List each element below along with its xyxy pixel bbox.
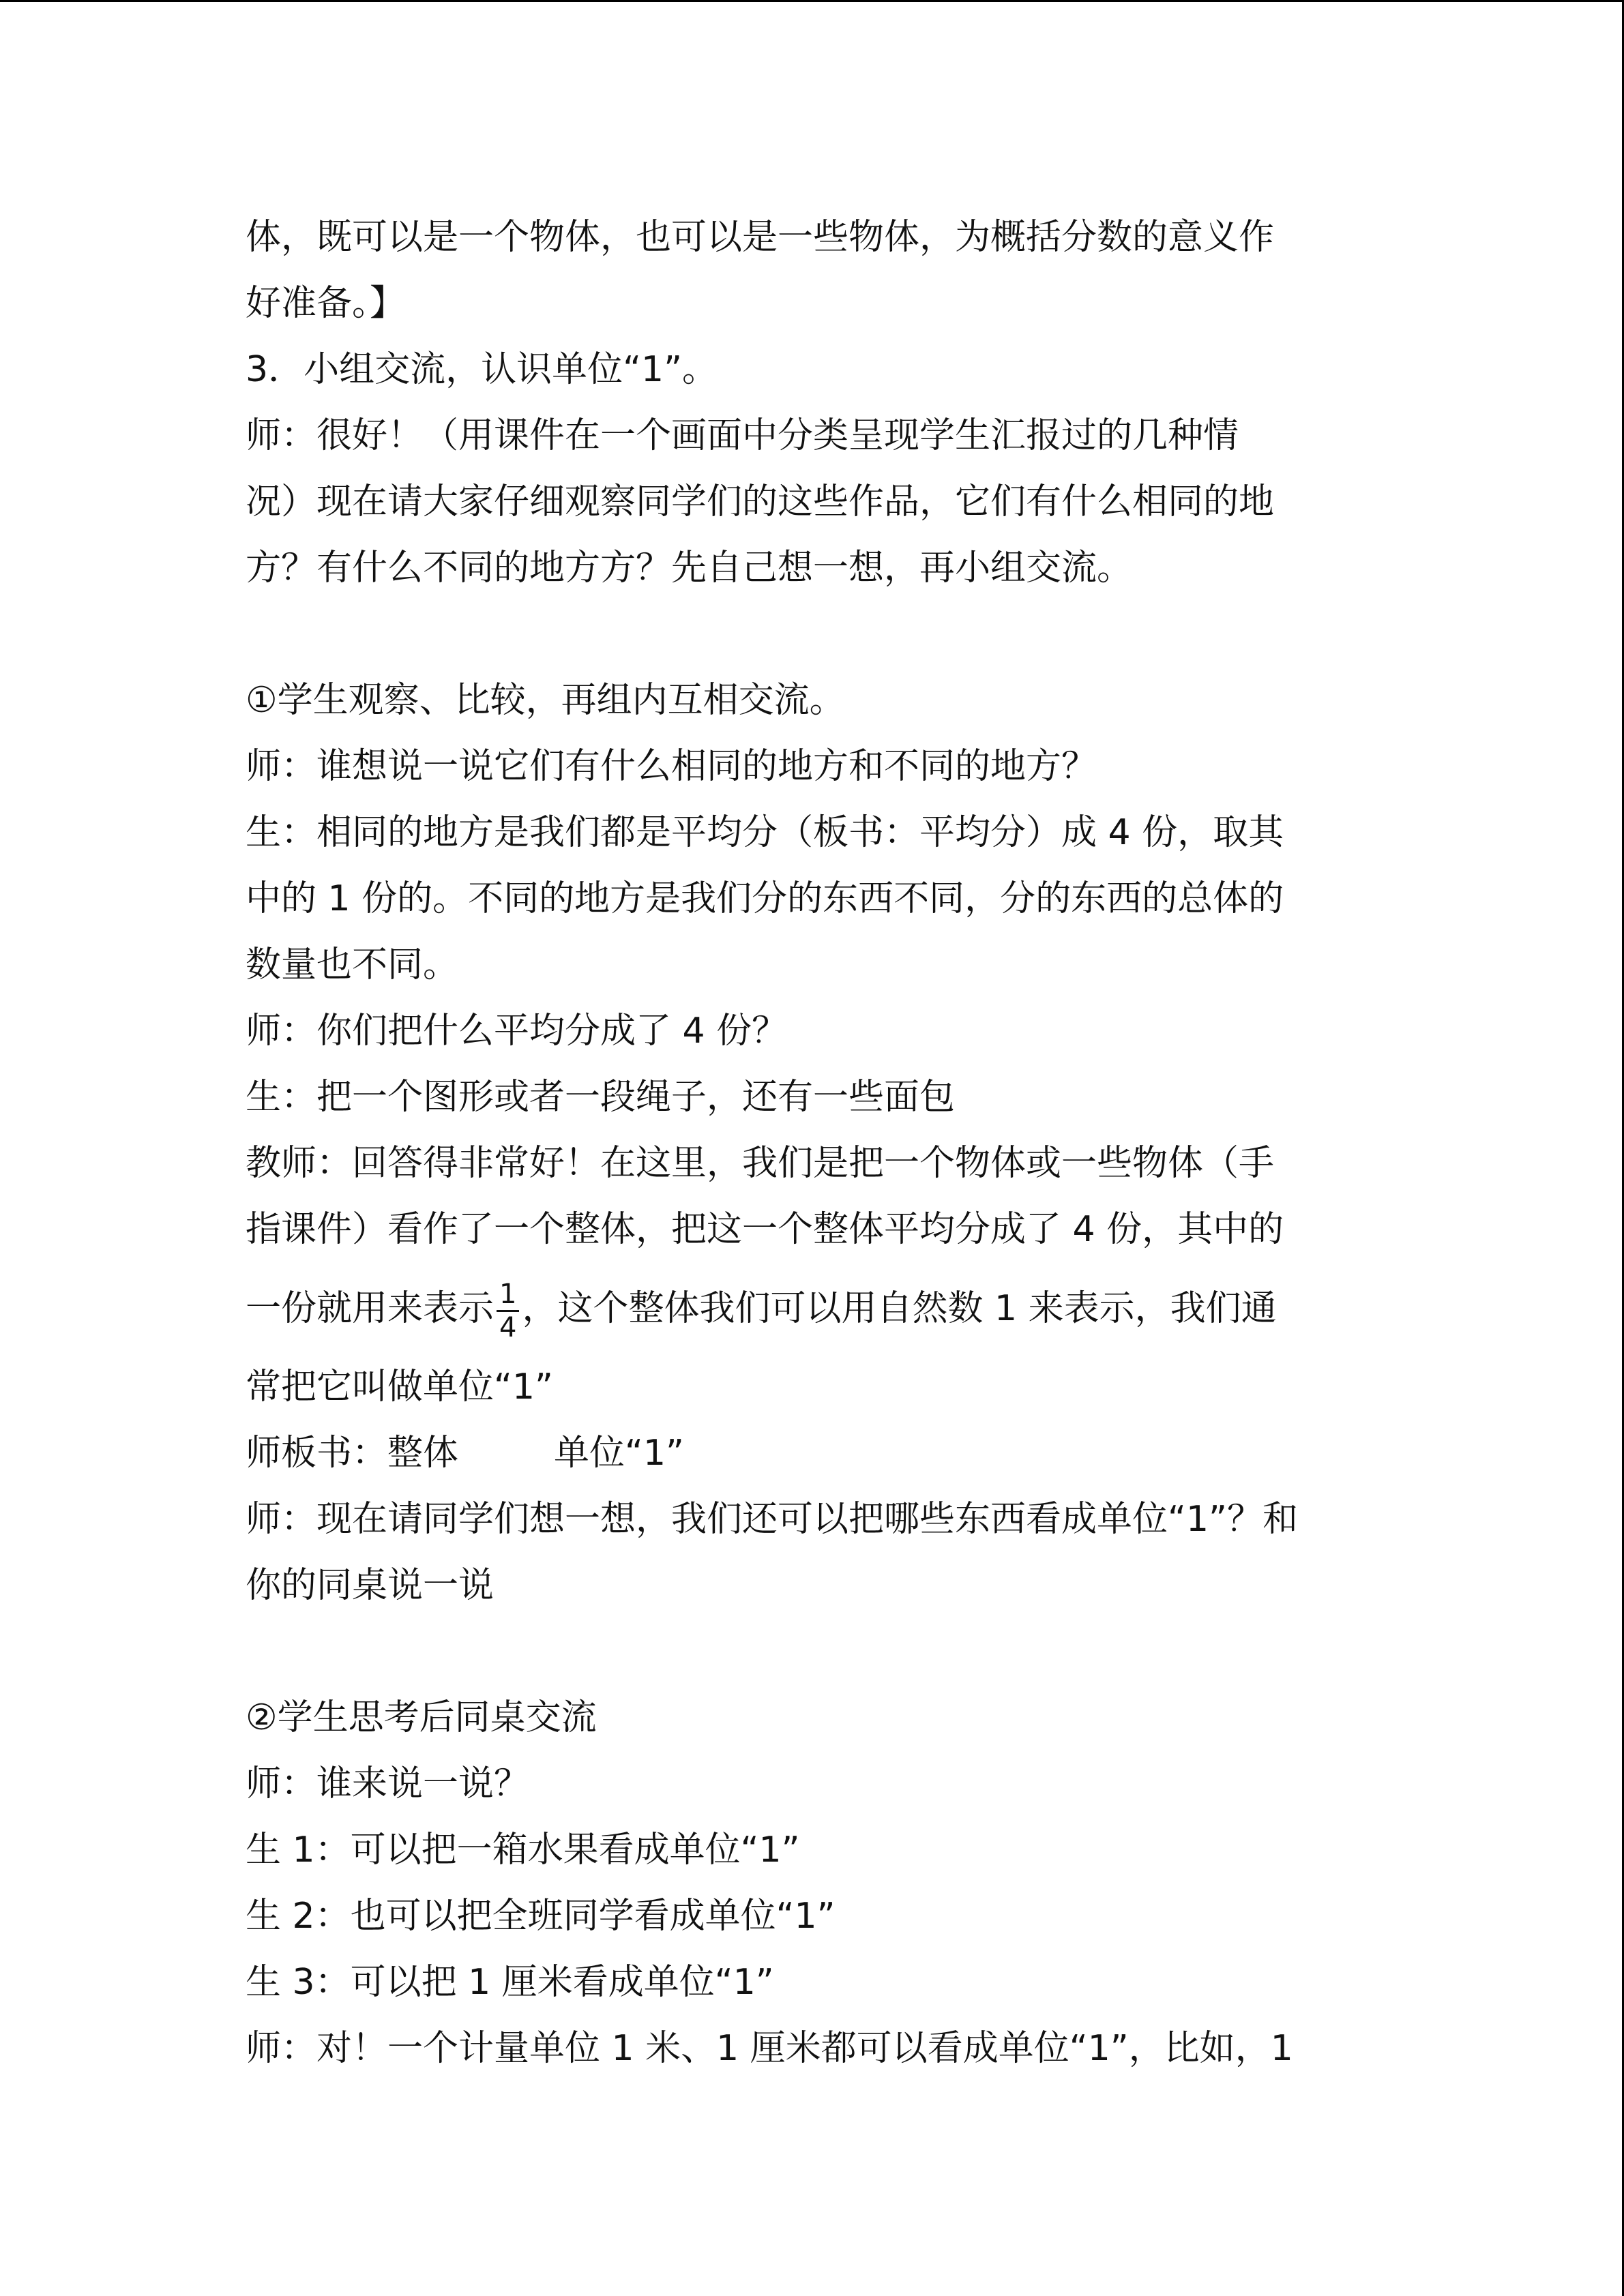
fraction <box>497 1279 519 1343</box>
fraction-text-line <box>246 1263 1378 1354</box>
board-writing-line <box>246 1420 1378 1487</box>
page-border-top <box>0 0 1624 2</box>
text-line: 常把它叫做单位“1” <box>246 1367 553 1407</box>
fraction-denominator: 4 <box>499 1311 517 1343</box>
text-line: 况）现在请大家仔细观察同学们的这些作品，它们有什么相同的地 <box>246 481 1275 522</box>
document-body <box>246 205 1378 2082</box>
text-line: 生 2：也可以把全班同学看成单位“1” <box>246 1896 836 1937</box>
text-line: 数量也不同。 <box>246 944 459 985</box>
text-line: 师：谁想说一说它们有什么相同的地方和不同的地方？ <box>246 746 1097 787</box>
text-line: 指课件）看作了一个整体，把这一个整体平均分成了 4 份，其中的 <box>246 1209 1284 1250</box>
text-line: 师：现在请同学们想一想，我们还可以把哪些东西看成单位“1”？和 <box>246 1499 1298 1540</box>
fraction-line-after: ，这个整体我们可以用自然数 1 来表示，我们通 <box>522 1288 1277 1329</box>
text-line: 生 1：可以把一箱水果看成单位“1” <box>246 1830 800 1870</box>
blank-line <box>246 601 1378 668</box>
fraction-line-before: 一份就用来表示 <box>246 1288 494 1329</box>
text-line: 你的同桌说一说 <box>246 1565 494 1606</box>
text-line: ②学生思考后同桌交流 <box>246 1697 597 1738</box>
fraction-numerator: 1 <box>497 1279 519 1312</box>
section-heading: 3．小组交流，认识单位“1”。 <box>246 349 718 390</box>
text-line: ①学生观察、比较，再组内互相交流。 <box>246 680 845 721</box>
blank-line <box>246 1619 1378 1685</box>
text-line: 好准备。】 <box>246 283 406 324</box>
text-line: 方？有什么不同的地方方？先自己想一想，再小组交流。 <box>246 548 1133 588</box>
text-line: 师：对！一个计量单位 1 米、1 厘米都可以看成单位“1”，比如，1 <box>246 2028 1293 2069</box>
text-line: 生：把一个图形或者一段绳子，还有一些面包 <box>246 1077 956 1118</box>
text-line: 教师：回答得非常好！在这里，我们是把一个物体或一些物体（手 <box>246 1143 1275 1184</box>
text-line: 生：相同的地方是我们都是平均分（板书：平均分）成 4 份，取其 <box>246 812 1284 853</box>
text-line: 师：谁来说一说？ <box>246 1763 530 1804</box>
text-line: 生 3：可以把 1 厘米看成单位“1” <box>246 1962 774 2003</box>
text-line: 体，既可以是一个物体，也可以是一些物体，为概括分数的意义作 <box>246 217 1275 258</box>
text-line: 师：很好！（用课件在一个画面中分类呈现学生汇报过的几种情 <box>246 415 1239 456</box>
board-value: 单位“1” <box>554 1433 684 1474</box>
text-line: 中的 1 份的。不同的地方是我们分的东西不同，分的东西的总体的 <box>246 878 1284 919</box>
text-line: 师：你们把什么平均分成了 4 份？ <box>246 1011 788 1052</box>
board-label: 师板书：整体 <box>246 1433 459 1474</box>
